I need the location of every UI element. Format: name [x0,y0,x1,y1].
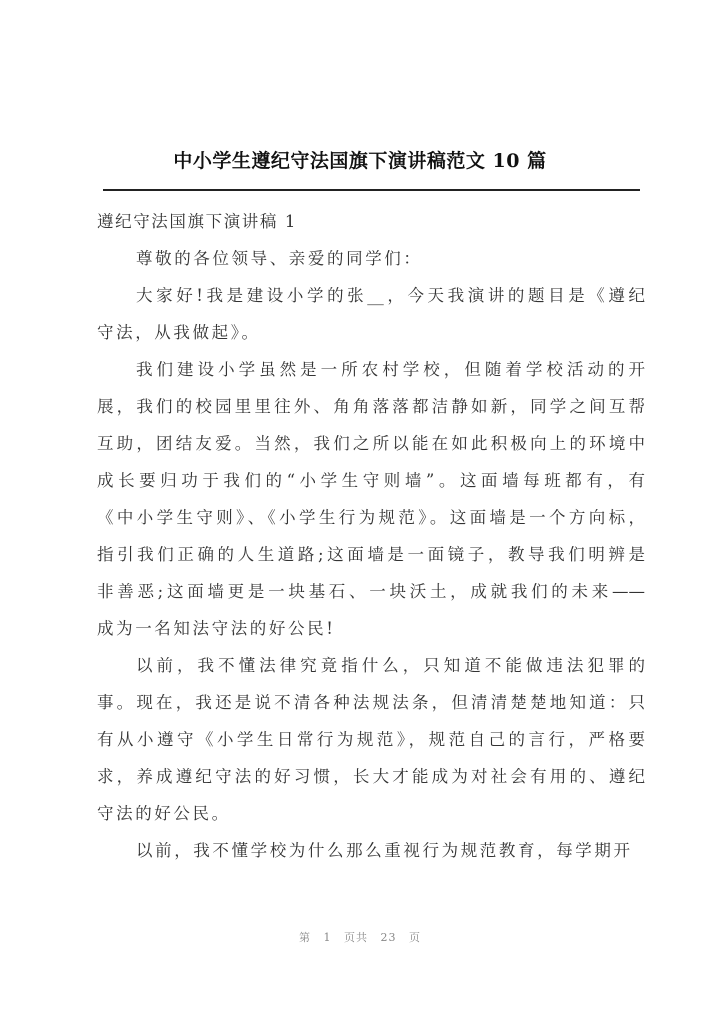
paragraph-line: 成为一名知法守法的好公民! [97,619,336,638]
document-body [97,203,645,869]
paragraph-line: 非善恶;这面墙更是一块基石、一块沃土，成就我们的未来—— [97,582,645,601]
paragraph-line: 守法的好公民。 [97,804,231,823]
paragraph-line: 我们建设小学虽然是一所农村学校，但随着学校活动的开 [136,360,645,379]
paragraph-line: 展，我们的校园里里往外、角角落落都洁静如新，同学之间互帮 [97,397,645,416]
paragraph-line: 成长要归功于我们的“小学生守则墙”。这面墙每班都有，有 [97,471,645,490]
paragraphs [97,240,645,869]
title-divider [103,189,640,191]
paragraph-line: 互助，团结友爱。当然，我们之所以能在如此积极向上的环境中 [97,434,645,453]
paragraph-line: 事。现在，我还是说不清各种法规法条，但清清楚楚地知道：只 [97,693,645,712]
section-heading: 遵纪守法国旗下演讲稿 1 [97,212,297,231]
paragraph-line: 有从小遵守《小学生日常行为规范》，规范自己的言行，严格要 [97,730,645,749]
paragraph-line: 守法，从我做起》。 [97,323,261,342]
paragraph-line: 求，养成遵纪守法的好习惯，长大才能成为对社会有用的、遵纪 [97,767,645,786]
paragraph-line: 《中小学生守则》、《小学生行为规范》。这面墙是一个方向标， [97,508,645,527]
paragraph-line: 大家好!我是建设小学的张__，今天我演讲的题目是《遵纪 [136,286,645,305]
paragraph-line: 尊敬的各位领导、亲爱的同学们： [136,249,423,268]
page-footer: 第 1 页共 23 页 [299,931,421,944]
document-title: 中小学生遵纪守法国旗下演讲稿范文 10 篇 [173,150,547,172]
paragraph-line: 指引我们正确的人生道路;这面墙是一面镜子，教导我们明辨是 [97,545,645,564]
paragraph-line: 以前，我不懂学校为什么那么重视行为规范教育，每学期开 [136,841,633,860]
paragraph-line: 以前，我不懂法律究竟指什么，只知道不能做违法犯罪的 [136,656,645,675]
